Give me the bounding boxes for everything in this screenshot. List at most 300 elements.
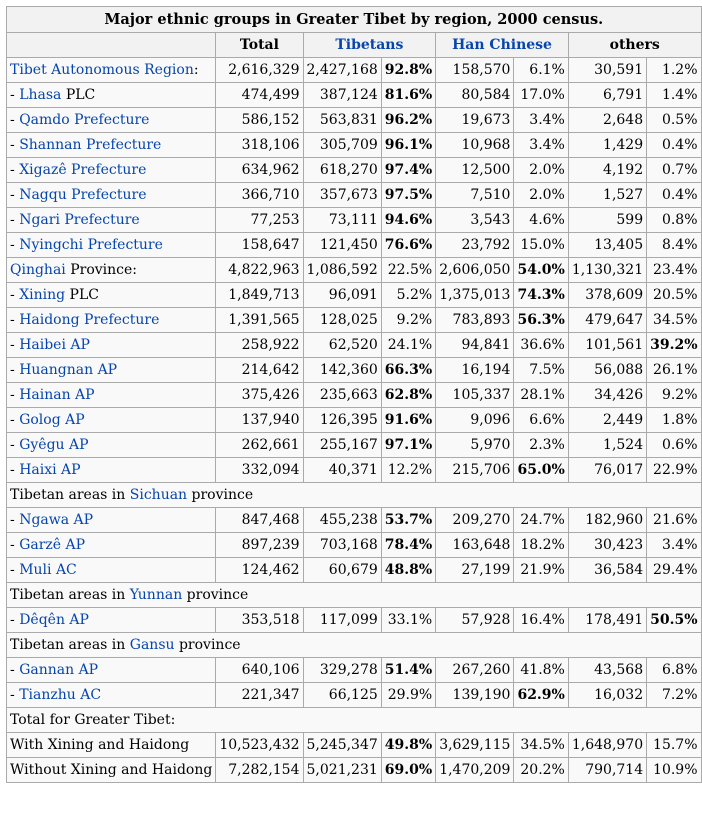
section-label [7,583,702,608]
total-cell: 262,661 [216,433,303,458]
region-name [7,433,216,458]
region-prefix: - [10,562,20,578]
region-link[interactable]: Tibet Autonomous Region [10,62,194,78]
others-percent: 0.7% [647,158,701,183]
others-count: 479,647 [568,308,646,333]
han-count: 1,470,209 [436,758,514,783]
tibetan-percent: 97.5% [381,183,435,208]
region-suffix: province [174,637,241,653]
region-name [7,733,216,758]
tibetan-percent: 5.2% [381,283,435,308]
tibetan-percent: 9.2% [381,308,435,333]
region-suffix: : [193,62,199,78]
table-row [7,183,702,208]
tibetan-percent: 29.9% [381,683,435,708]
region-prefix: - [10,87,20,103]
han-percent: 4.6% [514,208,568,233]
han-count: 10,968 [436,133,514,158]
table-row [7,208,702,233]
census-table [6,6,702,783]
others-percent: 7.2% [647,683,701,708]
table-caption: Major ethnic groups in Greater Tibet by region, 2000 census. [6,6,702,32]
region-prefix: - [10,137,20,153]
region-name [7,558,216,583]
han-percent: 34.5% [514,733,568,758]
region-prefix: - [10,412,20,428]
others-percent: 1.4% [647,83,701,108]
others-count: 178,491 [568,608,646,633]
table-row [7,558,702,583]
han-count: 139,190 [436,683,514,708]
tibetan-percent: 69.0% [381,758,435,783]
section-row [7,633,702,658]
han-count: 1,375,013 [436,283,514,308]
region-name [7,308,216,333]
region-prefix: - [10,437,20,453]
table-row [7,408,702,433]
region-prefix: Tibetan areas in [10,587,130,603]
region-suffix: province [187,487,254,503]
han-percent: 16.4% [514,608,568,633]
region-prefix: - [10,287,20,303]
others-count: 2,648 [568,108,646,133]
han-count: 5,970 [436,433,514,458]
total-cell: 366,710 [216,183,303,208]
han-percent: 20.2% [514,758,568,783]
region-name [7,508,216,533]
others-count: 1,130,321 [568,258,646,283]
table-row [7,158,702,183]
region-name [7,283,216,308]
tibetan-count: 60,679 [303,558,381,583]
region-suffix: PLC [61,87,96,103]
tibetan-percent: 33.1% [381,608,435,633]
others-percent: 34.5% [647,308,701,333]
han-count: 105,337 [436,383,514,408]
han-count: 3,543 [436,208,514,233]
table-row [7,83,702,108]
region-prefix: - [10,162,20,178]
others-percent: 15.7% [647,733,701,758]
table-row [7,733,702,758]
others-count: 4,192 [568,158,646,183]
region-prefix: Total for Greater Tibet: [10,712,176,728]
han-percent: 28.1% [514,383,568,408]
region-link[interactable]: Muli AC [19,562,77,578]
han-percent: 54.0% [514,258,568,283]
region-link[interactable]: Nagqu Prefecture [19,187,147,203]
region-link[interactable]: Shannan Prefecture [19,137,162,153]
others-count: 1,527 [568,183,646,208]
tibetan-count: 117,099 [303,608,381,633]
others-count: 16,032 [568,683,646,708]
tibetan-count: 40,371 [303,458,381,483]
tibetan-count: 387,124 [303,83,381,108]
region-prefix: - [10,337,20,353]
han-percent: 41.8% [514,658,568,683]
total-cell: 2,616,329 [216,58,303,83]
tibetan-percent: 48.8% [381,558,435,583]
table-row [7,508,702,533]
tibetan-percent: 22.5% [381,258,435,283]
region-prefix: With Xining and Haidong [10,737,190,753]
han-count: 267,260 [436,658,514,683]
others-count: 101,561 [568,333,646,358]
han-count: 57,928 [436,608,514,633]
others-count: 1,524 [568,433,646,458]
region-link[interactable]: Gyêgu AP [19,437,89,453]
table-row [7,433,702,458]
tibetan-percent: 81.6% [381,83,435,108]
total-cell: 897,239 [216,533,303,558]
han-percent: 15.0% [514,233,568,258]
han-count: 80,584 [436,83,514,108]
han-count: 94,841 [436,333,514,358]
region-link[interactable]: Gannan AP [19,662,99,678]
region-name [7,533,216,558]
total-cell: 847,468 [216,508,303,533]
region-link[interactable]: Huangnan AP [19,362,118,378]
region-prefix: - [10,237,20,253]
han-count: 23,792 [436,233,514,258]
han-count: 9,096 [436,408,514,433]
region-link[interactable]: Haibei AP [19,337,90,353]
region-name [7,333,216,358]
han-count: 2,606,050 [436,258,514,283]
region-link[interactable]: Garzê AP [19,537,86,553]
tibetan-count: 73,111 [303,208,381,233]
region-suffix: Province: [65,262,138,278]
tibetan-count: 618,270 [303,158,381,183]
tibetan-count: 5,245,347 [303,733,381,758]
total-cell: 158,647 [216,233,303,258]
region-link[interactable]: Qamdo Prefecture [19,112,150,128]
region-link[interactable]: Golog AP [19,412,85,428]
region-prefix: Without Xining and Haidong [10,762,213,778]
tibetan-count: 1,086,592 [303,258,381,283]
table-row [7,658,702,683]
han-count: 27,199 [436,558,514,583]
table-row [7,58,702,83]
total-cell: 7,282,154 [216,758,303,783]
han-percent: 3.4% [514,133,568,158]
others-percent: 0.6% [647,433,701,458]
total-cell: 353,518 [216,608,303,633]
section-row [7,583,702,608]
header-others: others [568,33,701,58]
region-link[interactable]: Ngari Prefecture [19,212,140,228]
tibetan-count: 121,450 [303,233,381,258]
others-count: 790,714 [568,758,646,783]
table-row [7,333,702,358]
header-han-chinese[interactable]: Han Chinese [436,33,569,58]
han-percent: 2.3% [514,433,568,458]
others-percent: 0.4% [647,133,701,158]
region-name [7,458,216,483]
section-label [7,633,702,658]
han-percent: 36.6% [514,333,568,358]
region-prefix: Tibetan areas in [10,487,130,503]
region-link[interactable]: Haixi AP [19,462,81,478]
others-percent: 50.5% [647,608,701,633]
han-percent: 2.0% [514,183,568,208]
region-link[interactable]: Lhasa [19,87,62,103]
region-prefix: Tibetan areas in [10,637,130,653]
others-percent: 23.4% [647,258,701,283]
han-percent: 18.2% [514,533,568,558]
others-count: 1,648,970 [568,733,646,758]
region-prefix: - [10,512,20,528]
tibetan-count: 255,167 [303,433,381,458]
others-count: 378,609 [568,283,646,308]
total-cell: 332,094 [216,458,303,483]
tibetan-count: 357,673 [303,183,381,208]
region-name [7,658,216,683]
tibetan-percent: 92.8% [381,58,435,83]
region-link[interactable]: Yunnan [129,587,183,603]
table-body [7,58,702,783]
region-suffix: PLC [65,287,99,303]
tibetan-count: 5,021,231 [303,758,381,783]
tibetan-count: 329,278 [303,658,381,683]
total-cell: 634,962 [216,158,303,183]
others-count: 2,449 [568,408,646,433]
table-row [7,108,702,133]
han-percent: 21.9% [514,558,568,583]
others-percent: 0.8% [647,208,701,233]
han-count: 158,570 [436,58,514,83]
section-label [7,483,702,508]
tibetan-percent: 96.2% [381,108,435,133]
others-percent: 1.2% [647,58,701,83]
han-count: 163,648 [436,533,514,558]
region-prefix: - [10,612,20,628]
section-label [7,708,702,733]
others-count: 6,791 [568,83,646,108]
table-row [7,283,702,308]
region-prefix: - [10,462,20,478]
others-count: 599 [568,208,646,233]
region-link[interactable]: Xining [19,287,66,303]
han-count: 3,629,115 [436,733,514,758]
header-tibetans[interactable]: Tibetans [303,33,436,58]
others-percent: 20.5% [647,283,701,308]
han-count: 783,893 [436,308,514,333]
region-name [7,408,216,433]
table-row [7,533,702,558]
total-cell: 137,940 [216,408,303,433]
region-prefix: - [10,687,20,703]
total-cell: 4,822,963 [216,258,303,283]
tibetan-percent: 96.1% [381,133,435,158]
header-row [7,33,702,58]
tibetan-count: 235,663 [303,383,381,408]
region-name [7,183,216,208]
tibetan-count: 126,395 [303,408,381,433]
tibetan-count: 142,360 [303,358,381,383]
tibetan-count: 96,091 [303,283,381,308]
section-row [7,708,702,733]
header-region [7,33,216,58]
others-count: 30,591 [568,58,646,83]
table-row [7,383,702,408]
others-count: 34,426 [568,383,646,408]
region-link[interactable]: Nyingchi Prefecture [19,237,163,253]
total-cell: 474,499 [216,83,303,108]
table-row [7,608,702,633]
han-count: 12,500 [436,158,514,183]
han-percent: 6.6% [514,408,568,433]
region-link[interactable]: Gansu [129,637,175,653]
others-count: 1,429 [568,133,646,158]
tibetan-percent: 94.6% [381,208,435,233]
tibetan-count: 563,831 [303,108,381,133]
region-name [7,383,216,408]
total-cell: 318,106 [216,133,303,158]
others-count: 36,584 [568,558,646,583]
han-count: 209,270 [436,508,514,533]
table-row [7,358,702,383]
others-count: 43,568 [568,658,646,683]
region-link[interactable]: Ngawa AP [19,512,94,528]
table-row [7,758,702,783]
others-percent: 8.4% [647,233,701,258]
total-cell: 77,253 [216,208,303,233]
han-count: 7,510 [436,183,514,208]
region-link[interactable]: Tianzhu AC [19,687,102,703]
region-name [7,758,216,783]
total-cell: 640,106 [216,658,303,683]
tibetan-percent: 24.1% [381,333,435,358]
total-cell: 258,922 [216,333,303,358]
han-percent: 62.9% [514,683,568,708]
others-percent: 3.4% [647,533,701,558]
tibetan-percent: 97.4% [381,158,435,183]
region-name [7,608,216,633]
others-percent: 26.1% [647,358,701,383]
tibetan-percent: 78.4% [381,533,435,558]
region-name [7,58,216,83]
region-link[interactable]: Dêqên AP [19,612,89,628]
han-percent: 7.5% [514,358,568,383]
han-percent: 17.0% [514,83,568,108]
others-percent: 1.8% [647,408,701,433]
han-percent: 24.7% [514,508,568,533]
others-percent: 21.6% [647,508,701,533]
others-percent: 0.4% [647,183,701,208]
han-count: 215,706 [436,458,514,483]
region-name [7,233,216,258]
region-name [7,683,216,708]
tibetan-percent: 62.8% [381,383,435,408]
others-percent: 0.5% [647,108,701,133]
others-percent: 6.8% [647,658,701,683]
region-prefix: - [10,112,20,128]
tibetan-percent: 49.8% [381,733,435,758]
region-prefix: - [10,387,20,403]
header-total: Total [216,33,303,58]
han-count: 16,194 [436,358,514,383]
han-percent: 56.3% [514,308,568,333]
tibetan-percent: 76.6% [381,233,435,258]
region-name [7,133,216,158]
tibetan-percent: 66.3% [381,358,435,383]
total-cell: 1,391,565 [216,308,303,333]
han-count: 19,673 [436,108,514,133]
others-percent: 39.2% [647,333,701,358]
han-percent: 6.1% [514,58,568,83]
others-count: 56,088 [568,358,646,383]
tibetan-count: 2,427,168 [303,58,381,83]
tibetan-count: 66,125 [303,683,381,708]
total-cell: 124,462 [216,558,303,583]
table-row [7,308,702,333]
tibetan-count: 128,025 [303,308,381,333]
tibetan-percent: 97.1% [381,433,435,458]
tibetan-count: 703,168 [303,533,381,558]
region-prefix: - [10,187,20,203]
region-name [7,83,216,108]
others-percent: 10.9% [647,758,701,783]
region-prefix: - [10,312,20,328]
han-percent: 74.3% [514,283,568,308]
others-count: 30,423 [568,533,646,558]
region-link[interactable]: Xigazê Prefecture [19,162,147,178]
tibetan-count: 455,238 [303,508,381,533]
total-cell: 221,347 [216,683,303,708]
total-cell: 10,523,432 [216,733,303,758]
region-name [7,358,216,383]
tibetan-count: 305,709 [303,133,381,158]
others-count: 76,017 [568,458,646,483]
table-row [7,458,702,483]
table-row [7,133,702,158]
region-link[interactable]: Haidong Prefecture [19,312,160,328]
han-percent: 2.0% [514,158,568,183]
region-link[interactable]: Qinghai [10,262,66,278]
region-prefix: - [10,662,20,678]
region-suffix: province [182,587,249,603]
total-cell: 1,849,713 [216,283,303,308]
others-count: 13,405 [568,233,646,258]
han-percent: 65.0% [514,458,568,483]
region-name [7,208,216,233]
section-row [7,483,702,508]
total-cell: 375,426 [216,383,303,408]
region-name [7,258,216,283]
tibetan-percent: 53.7% [381,508,435,533]
tibetan-percent: 12.2% [381,458,435,483]
region-link[interactable]: Hainan AP [19,387,95,403]
total-cell: 586,152 [216,108,303,133]
others-percent: 9.2% [647,383,701,408]
others-percent: 22.9% [647,458,701,483]
table-row [7,683,702,708]
others-percent: 29.4% [647,558,701,583]
region-link[interactable]: Sichuan [129,487,188,503]
tibetan-percent: 51.4% [381,658,435,683]
table-row [7,233,702,258]
table-row [7,258,702,283]
total-cell: 214,642 [216,358,303,383]
others-count: 182,960 [568,508,646,533]
tibetan-count: 62,520 [303,333,381,358]
region-name [7,108,216,133]
region-name [7,158,216,183]
han-percent: 3.4% [514,108,568,133]
region-prefix: - [10,537,20,553]
tibetan-percent: 91.6% [381,408,435,433]
